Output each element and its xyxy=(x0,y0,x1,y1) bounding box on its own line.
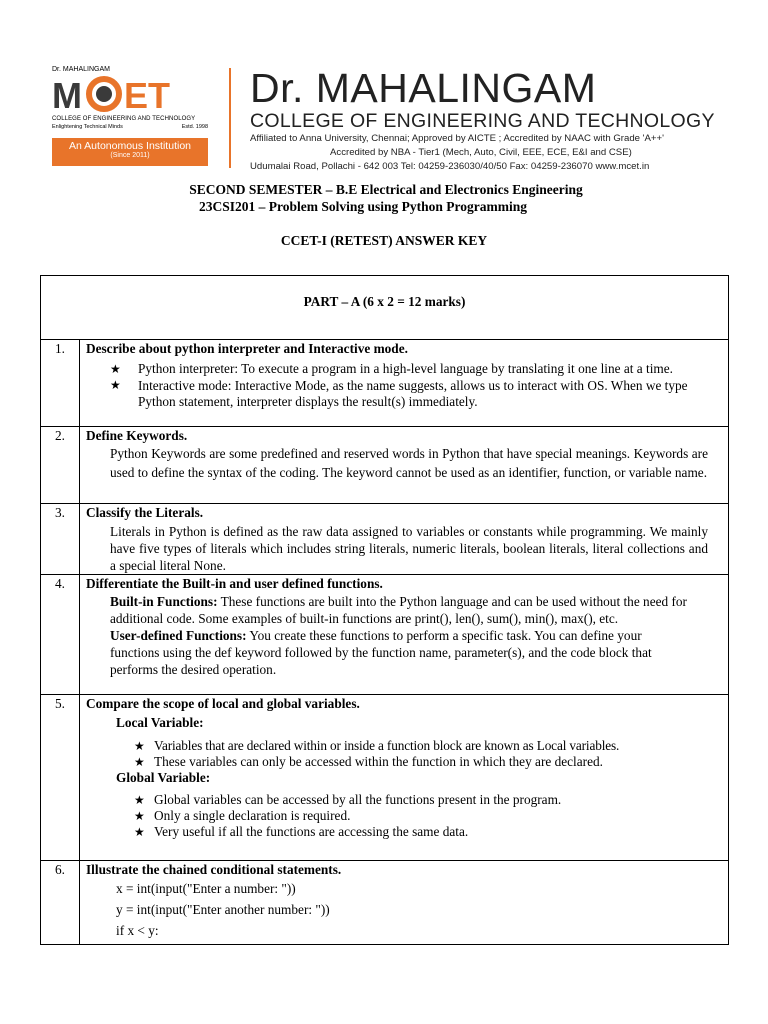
builtin-answer xyxy=(86,592,724,627)
code-line: x = int(input("Enter a number: ")) xyxy=(116,881,296,896)
affiliation-line: Affiliated to Anna University, Chennai; Approved by AICTE ; Accredited by NAAC with Grade 'A++' xyxy=(250,133,664,144)
user-defined-text: You create these functions to perform a specific task. You can define your functions using the def keyword followed by the function name, parameter(s), and the code block that performs the desired operation. xyxy=(110,628,652,677)
question-number: 6. xyxy=(41,861,80,945)
logo-small-text: Dr. MAHALINGAM xyxy=(52,66,110,73)
code-line: if x < y: xyxy=(116,923,159,938)
question-text: Define Keywords. xyxy=(86,428,188,443)
question-body xyxy=(80,695,729,861)
bullet-item: ★ Global variables can be accessed by all the functions present in the program. xyxy=(134,792,724,808)
builtin-text: These functions are built into the Python language and can be used without the need for additional code. Some examples of built-in functions are print(), len(), sum(), min(), max(), etc. xyxy=(110,594,687,626)
svg-text:ET: ET xyxy=(124,75,171,114)
question-row-6 xyxy=(41,861,729,945)
local-variable-label: Local Variable: xyxy=(116,715,204,730)
header-divider xyxy=(229,68,231,168)
bullet-item: ★ Only a single declaration is required. xyxy=(134,808,724,824)
user-defined-label: User-defined Functions: xyxy=(110,628,247,643)
part-heading: PART – A (6 x 2 = 12 marks) xyxy=(41,276,729,340)
code-line: y = int(input("Enter another number: ")) xyxy=(116,902,330,917)
question-row-4 xyxy=(41,575,729,695)
question-body xyxy=(80,861,729,945)
college-header xyxy=(250,66,730,174)
question-text: Illustrate the chained conditional statements. xyxy=(86,862,342,877)
global-variable-label: Global Variable: xyxy=(116,770,211,785)
bullet-item: ★ Python interpreter: To execute a program in a high-level language by translating it one line at a time. xyxy=(110,361,724,377)
college-logo xyxy=(52,66,208,166)
question-number: 5. xyxy=(41,695,80,861)
exam-title: CCET-I (RETEST) ANSWER KEY xyxy=(280,233,488,248)
builtin-label: Built-in Functions: xyxy=(110,594,218,609)
logo-subtitle: COLLEGE OF ENGINEERING AND TECHNOLOGY xyxy=(52,116,196,122)
bullet-item: ★ Very useful if all the functions are accessing the same data. xyxy=(134,824,724,840)
question-body xyxy=(80,340,729,427)
mcet-logo-mark xyxy=(52,74,208,114)
question-body xyxy=(80,575,729,695)
question-body xyxy=(80,427,729,504)
answer-bullets xyxy=(86,357,724,410)
badge-line1: An Autonomous Institution xyxy=(69,140,191,152)
question-text: Differentiate the Built-in and user defined functions. xyxy=(86,576,383,591)
answer-text: Literals in Python is defined as the raw data assigned to variables or constants while programming. We mainly have five types of literals which includes string literals, numeric literals, boolean literals, literal collections and a special literal None. xyxy=(110,524,708,573)
question-number: 3. xyxy=(41,504,80,575)
question-number: 2. xyxy=(41,427,80,504)
local-bullets xyxy=(86,731,724,770)
college-name-sub: COLLEGE OF ENGINEERING AND TECHNOLOGY xyxy=(250,110,715,132)
part-heading-row xyxy=(41,276,729,340)
question-table xyxy=(40,275,729,945)
bullet-item: ★ Interactive mode: Interactive Mode, as the name suggests, allows us to interact with OS. When we type Python statement, interpreter displays the result(s) immediately. xyxy=(110,377,724,410)
badge-line2: (Since 2011) xyxy=(110,152,150,159)
autonomous-badge xyxy=(52,138,208,166)
logo-tagline-left: Enlightening Technical Minds xyxy=(52,124,123,130)
logo-established: Estd. 1998 xyxy=(181,124,208,130)
question-number: 1. xyxy=(41,340,80,427)
logo-tagline xyxy=(52,124,208,130)
answer-text: Python Keywords are some predefined and reserved words in Python that have special meanings. Keywords are used to define the syntax of the coding. The keyword cannot be used as an identifier, function, or variable name. xyxy=(110,446,708,480)
course-title: 23CSI201 – Problem Solving using Python Programming xyxy=(198,199,528,214)
bullet-item: ★ These variables can only be accessed within the function in which they are declared. xyxy=(134,754,724,770)
global-bullets xyxy=(86,786,724,840)
address-line: Udumalai Road, Pollachi - 642 003 Tel: 04259-236030/40/50 Fax: 04259-236070 www.mcet.in xyxy=(250,161,650,172)
bullet-item: ★ Variables that are declared within or inside a function block are known as Local variables. xyxy=(134,738,724,754)
question-number: 4. xyxy=(41,575,80,695)
question-row-5 xyxy=(41,695,729,861)
college-name: Dr. MAHALINGAM xyxy=(250,65,597,111)
question-row-3 xyxy=(41,504,729,575)
accreditation-line: Accredited by NBA - Tier1 (Mech, Auto, Civil, EEE, ECE, E&I and CSE) xyxy=(330,147,632,158)
question-text: Describe about python interpreter and Interactive mode. xyxy=(86,341,408,356)
question-body xyxy=(80,504,729,575)
question-row-2 xyxy=(41,427,729,504)
question-text: Compare the scope of local and global variables. xyxy=(86,696,360,711)
svg-text:M: M xyxy=(52,75,82,114)
semester-title: SECOND SEMESTER – B.E Electrical and Electronics Engineering xyxy=(189,182,583,197)
question-text: Classify the Literals. xyxy=(86,505,204,520)
question-row-1 xyxy=(41,340,729,427)
user-defined-answer xyxy=(86,627,724,678)
